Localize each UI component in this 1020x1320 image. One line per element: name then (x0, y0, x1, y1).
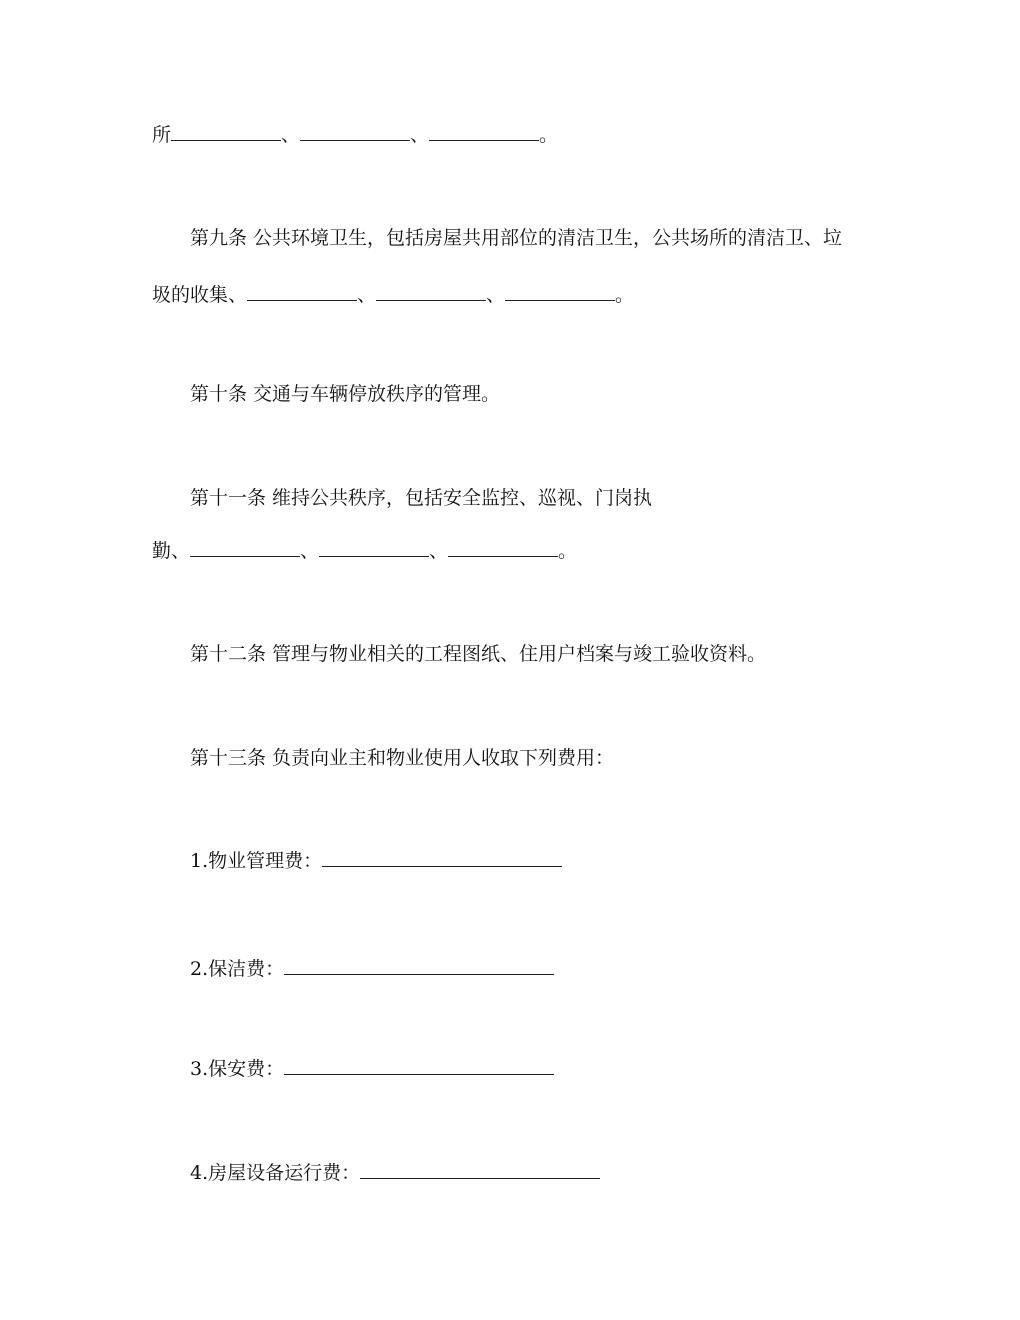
fee-label: 4.房屋设备运行费： (190, 1162, 361, 1184)
fill-in-blank[interactable] (247, 282, 357, 301)
fill-in-blank[interactable] (319, 538, 429, 557)
fee-label: 1.物业管理费： (190, 850, 323, 872)
article-11-line-2 (152, 538, 577, 563)
article-12: 第十二条 管理与物业相关的工程图纸、住用户档案与竣工验收资料。 (190, 643, 767, 665)
fee-label: 2.保洁费： (190, 958, 285, 980)
fill-in-blank[interactable] (429, 122, 539, 141)
article-13: 第十三条 负责向业主和物业使用人收取下列费用： (190, 747, 615, 769)
fee-item (190, 956, 554, 981)
fill-in-blank[interactable] (284, 1056, 554, 1075)
line-end: 。 (558, 540, 578, 562)
line-prefix: 圾的收集、 (152, 284, 248, 306)
fill-in-blank[interactable] (360, 1160, 600, 1179)
article-11-line-1: 第十一条 维持公共秩序，包括安全监控、巡视、门岗执 (190, 487, 653, 509)
line-end: 。 (615, 284, 635, 306)
article-10: 第十条 交通与车辆停放秩序的管理。 (190, 383, 501, 405)
fill-in-blank[interactable] (300, 122, 410, 141)
fill-in-blank[interactable] (322, 848, 562, 867)
fee-item (190, 1160, 600, 1185)
separator: 、 (410, 124, 430, 146)
separator: 、 (486, 284, 506, 306)
fill-in-blank[interactable] (190, 538, 300, 557)
fill-in-blank[interactable] (376, 282, 486, 301)
fill-in-blank[interactable] (284, 956, 554, 975)
fill-in-blank[interactable] (505, 282, 615, 301)
fee-label: 3.保安费： (190, 1058, 285, 1080)
separator: 、 (281, 124, 301, 146)
fill-in-blank[interactable] (448, 538, 558, 557)
fill-in-blank[interactable] (171, 122, 281, 141)
line-prefix: 勤、 (152, 540, 191, 562)
line-end: 。 (539, 124, 559, 146)
article-9-line-1: 第九条 公共环境卫生，包括房屋共用部位的清洁卫生，公共场所的清洁卫、垃 (190, 227, 843, 249)
continuation-line (152, 122, 558, 147)
line-prefix: 所 (152, 124, 172, 146)
article-9-line-2 (152, 282, 634, 307)
fee-item (190, 848, 562, 873)
separator: 、 (300, 540, 320, 562)
fee-item (190, 1056, 554, 1081)
separator: 、 (429, 540, 449, 562)
separator: 、 (357, 284, 377, 306)
